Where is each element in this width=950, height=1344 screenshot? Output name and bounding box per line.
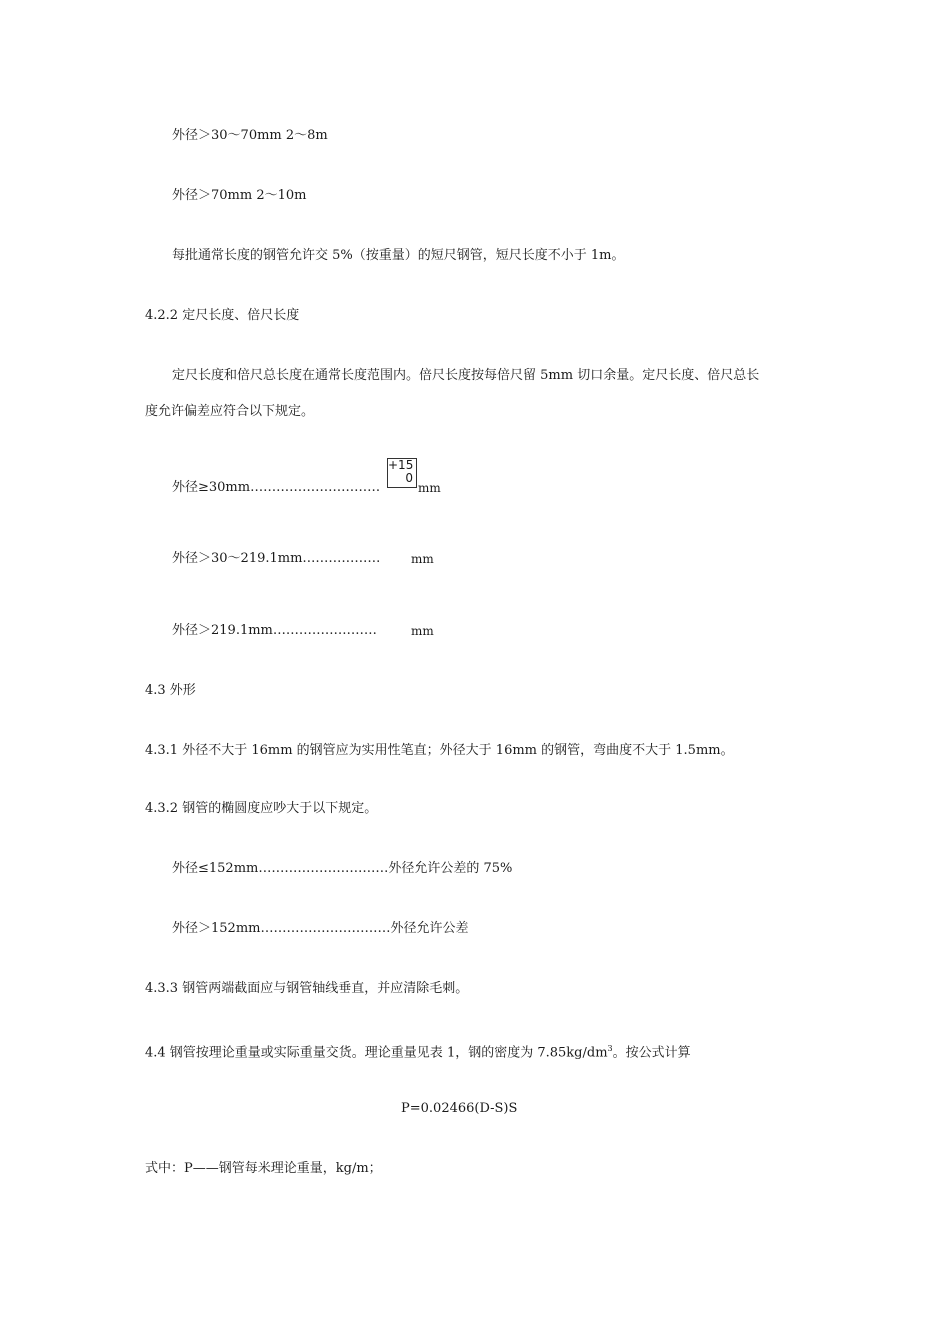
spec-line: 外径＞30～219.1mm……………… (172, 551, 381, 566)
tolerance-upper: +15 (388, 458, 414, 472)
text-line: 4.3.3 钢管两端截面应与钢管轴线垂直，并应清除毛刺。 (145, 981, 469, 996)
tolerance-lower: 0 (405, 471, 413, 485)
unit-label: mm (418, 481, 441, 495)
text-line: 外径＞70mm 2～10m (172, 188, 307, 203)
unit-label: mm (411, 552, 434, 566)
section-heading: 4.3 外形 (145, 683, 196, 698)
paragraph-line: 度允许偏差应符合以下规定。 (145, 404, 315, 419)
section-heading: 4.2.2 定尺长度、倍尺长度 (145, 308, 300, 323)
spec-line: 外径≤152mm…………………………外径允许公差的 75% (172, 861, 513, 876)
text-line: 每批通常长度的钢管允许交 5%（按重量）的短尺钢管，短尺长度不小于 1m。 (172, 248, 625, 263)
unit-label: mm (411, 624, 434, 638)
tolerance-box (387, 458, 417, 488)
text-line (145, 1041, 691, 1061)
superscript: 3 (607, 1044, 613, 1053)
text-line: 式中：P——钢管每米理论重量，kg/m； (145, 1161, 382, 1176)
spec-line: 外径＞219.1mm…………………… (172, 623, 377, 638)
spec-line: 外径＞152mm…………………………外径允许公差 (172, 921, 469, 936)
formula: P=0.02466(D-S)S (401, 1101, 518, 1116)
text-line: 外径＞30～70mm 2～8m (172, 128, 328, 143)
paragraph-line: 定尺长度和倍尺总长度在通常长度范围内。倍尺长度按每倍尺留 5mm 切口余量。定尺长度、倍尺总长 (172, 368, 760, 383)
spec-line: 外径≥30mm………………………… (172, 480, 381, 495)
text-segment: 4.4 钢管按理论重量或实际重量交货。理论重量见表 1，钢的密度为 7.85kg/dm (145, 1045, 608, 1061)
text-line: 4.3.1 外径不大于 16mm 的钢管应为实用性笔直；外径大于 16mm 的钢管，弯曲度不大于 1.5mm。 (145, 743, 734, 758)
text-line: 4.3.2 钢管的椭圆度应吵大于以下规定。 (145, 801, 378, 816)
text-segment: 。按公式计算 (612, 1045, 691, 1061)
